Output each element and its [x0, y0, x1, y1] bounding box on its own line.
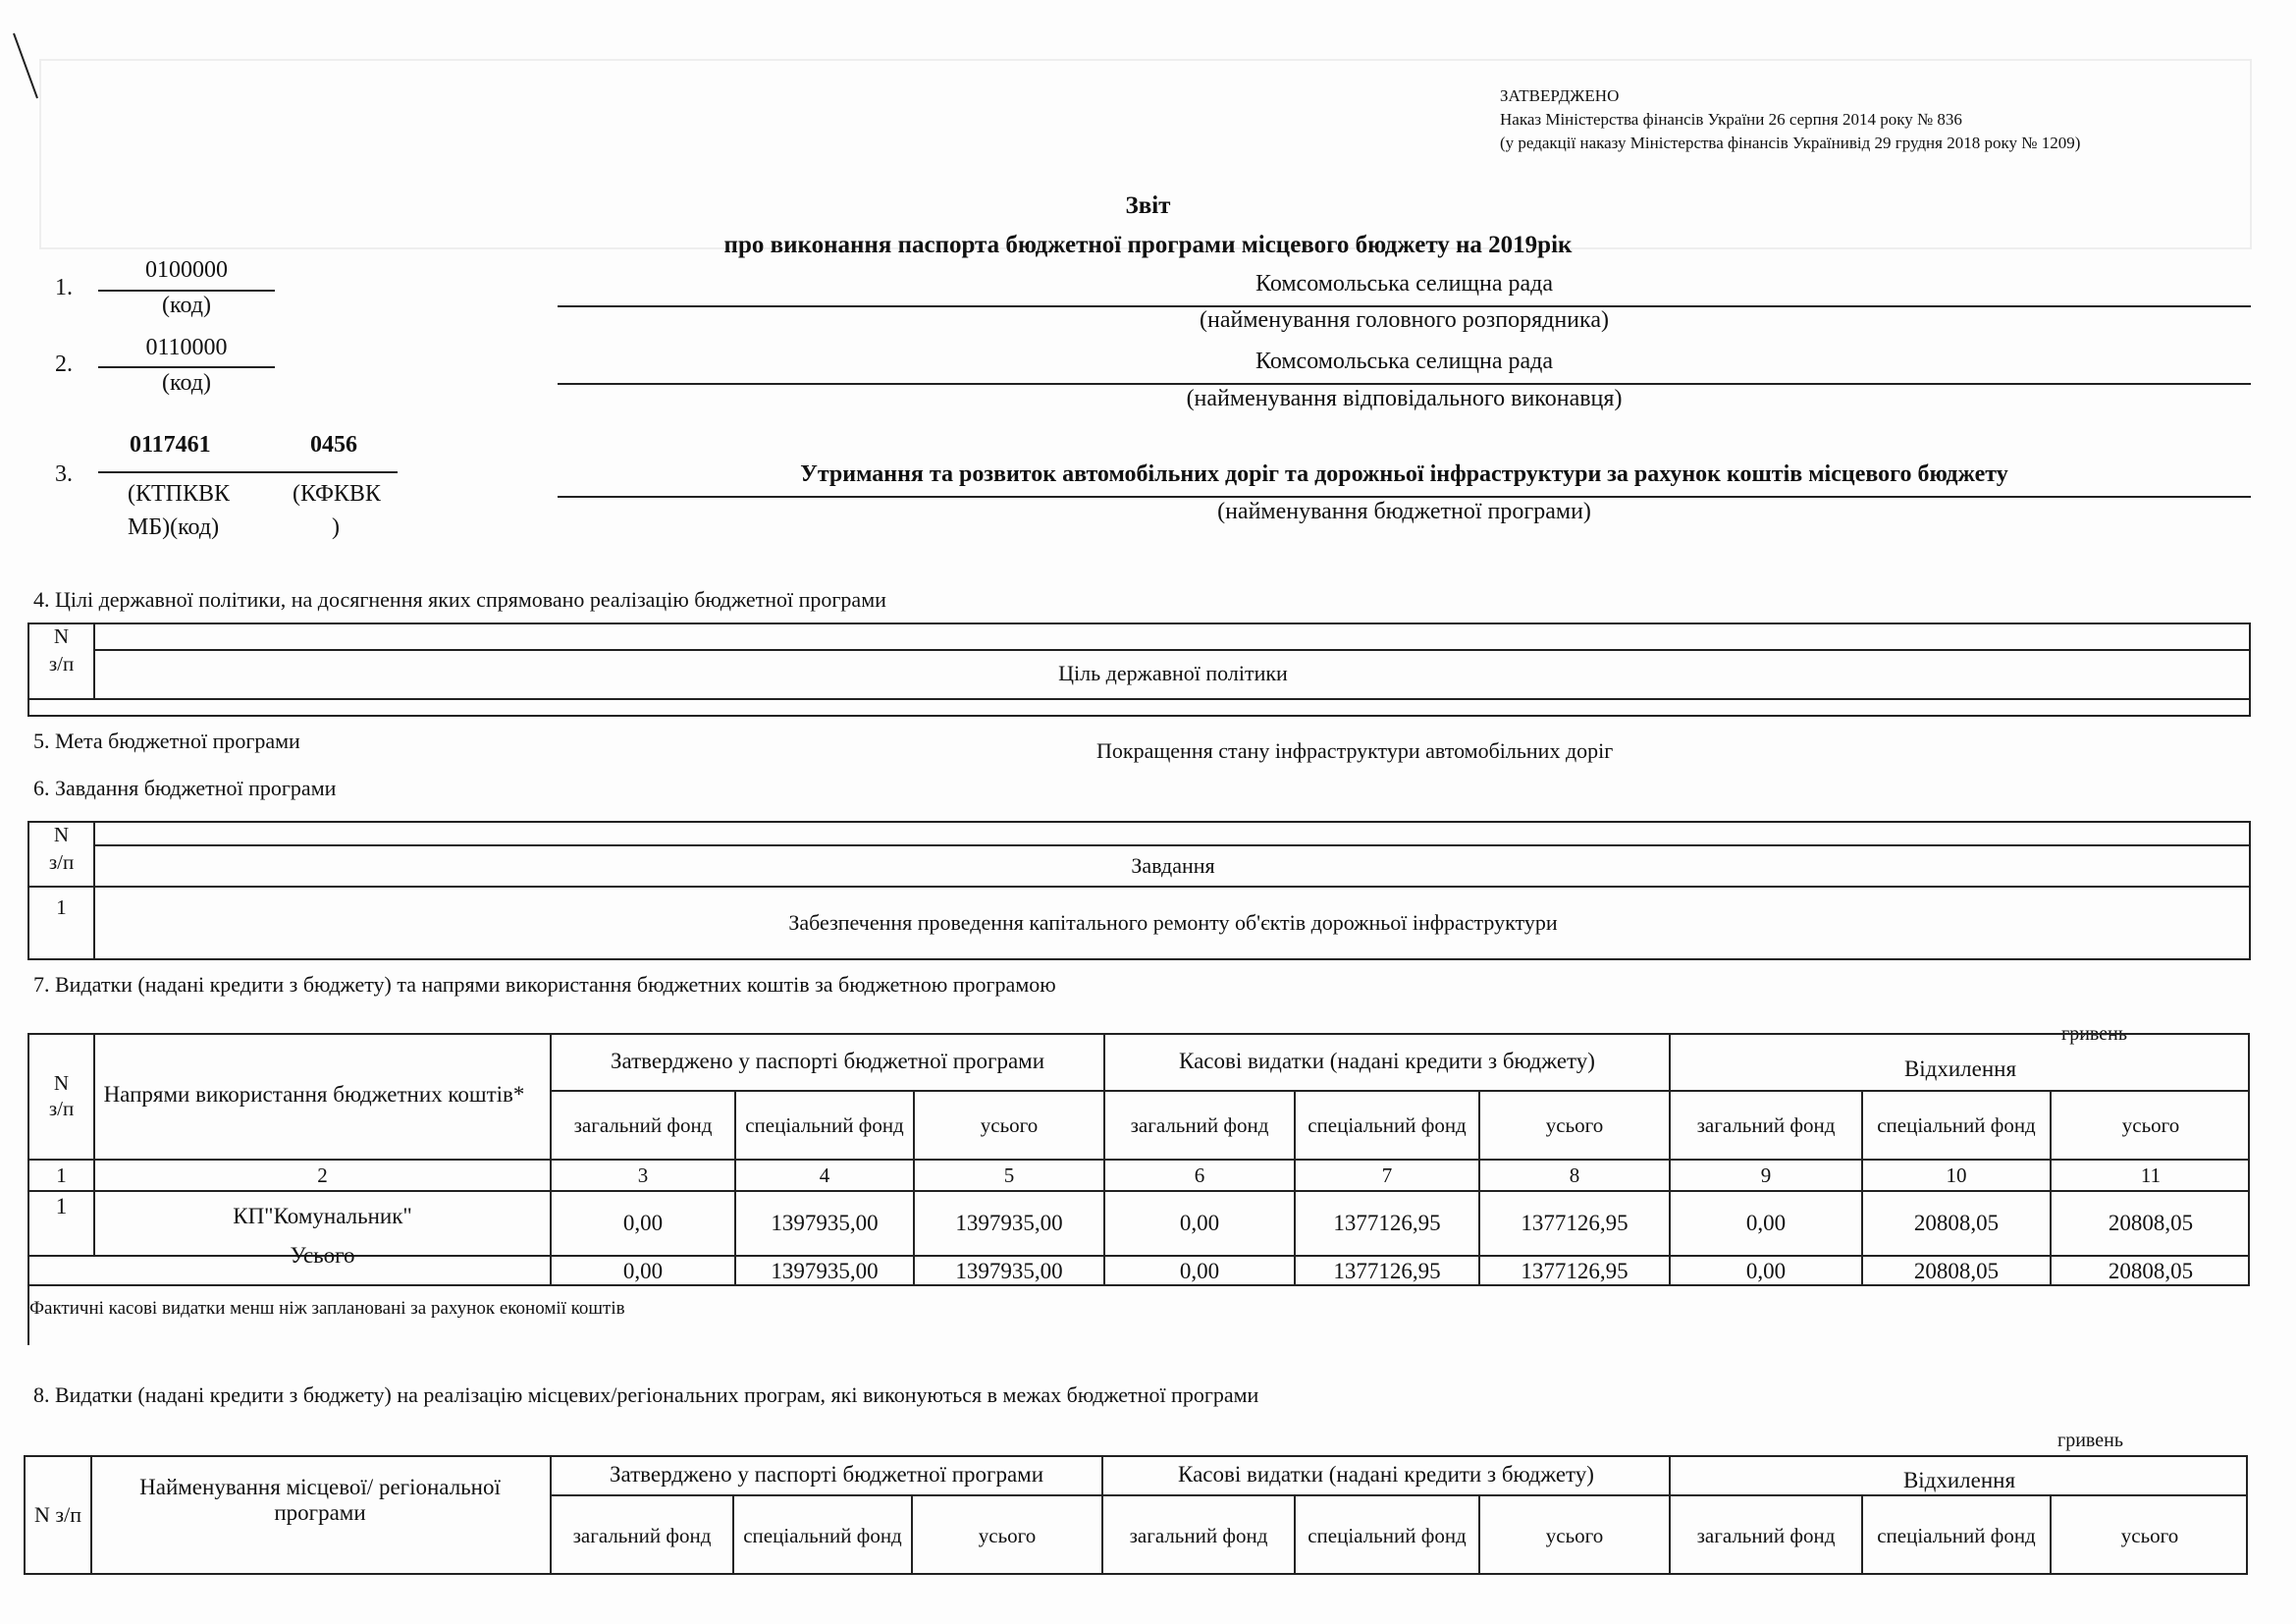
s7-colnum-10: 10 — [1946, 1164, 1967, 1187]
s7-colnum-3: 3 — [637, 1164, 649, 1187]
section8-col-name: Найменування місцевої/ регіональної програми — [139, 1475, 501, 1525]
s7-colnum-9: 9 — [1760, 1164, 1772, 1187]
row2-name: Комсомольська селищна рада — [1255, 349, 1553, 374]
s7-dev-total: усього — [2121, 1113, 2180, 1137]
s7-dev-general: загальний фонд — [1696, 1113, 1836, 1137]
approval-revision: (у редакції наказу Міністерства фінансів Українивід 29 грудня 2018 року № 1209) — [1500, 134, 2081, 152]
section7-heading: 7. Видатки (надані кредити з бюджету) та напрями використання бюджетних коштів за бюджетною програмою — [33, 972, 1056, 997]
s7-total-v7: 0,00 — [1745, 1259, 1787, 1283]
s7-row-v5: 1377126,95 — [1333, 1211, 1441, 1235]
row3-caption-ktpkvk-b: МБ)(код) — [128, 514, 220, 540]
section4-col-goal: Ціль державної політики — [1058, 661, 1288, 685]
section8-group-cash: Касові видатки (надані кредити з бюджету) — [1178, 1462, 1594, 1487]
s7-total-v3: 1397935,00 — [955, 1259, 1063, 1283]
section4-col-num-b: з/п — [48, 652, 75, 676]
row3-name-line — [558, 496, 2251, 498]
section8-heading: 8. Видатки (надані кредити з бюджету) на реалізацію місцевих/регіональних програм, які виконуються в межах бюджетної програми — [33, 1382, 1259, 1407]
s7-colnum-8: 8 — [1569, 1164, 1580, 1187]
s7-row-num: 1 — [55, 1194, 68, 1218]
s7-dev-special: спеціальний фонд — [1877, 1113, 2036, 1137]
section8-col-num: N з/п — [34, 1502, 81, 1527]
row3-code-ktpkvk: 0117461 — [130, 432, 211, 458]
s7-approved-general: загальний фонд — [573, 1113, 713, 1137]
s7-colnum-2: 2 — [317, 1164, 328, 1187]
row3-name-caption: (найменування бюджетної програми) — [1217, 499, 1591, 524]
report-subtitle: про виконання паспорта бюджетної програми місцевого бюджету на 2019рік — [723, 232, 1573, 258]
section6-heading: 6. Завдання бюджетної програми — [33, 776, 337, 800]
s8-dev-special: спеціальний фонд — [1877, 1524, 2036, 1547]
s7-colnum-1: 1 — [56, 1164, 67, 1187]
row3-code-line — [98, 471, 398, 473]
s7-total-v6: 1377126,95 — [1521, 1259, 1629, 1283]
s7-colnum-6: 6 — [1194, 1164, 1205, 1187]
s7-colnum-11: 11 — [2140, 1164, 2162, 1187]
section7-group-deviation: Відхилення — [1903, 1056, 2017, 1081]
section7-col-direction: Напрями використання бюджетних коштів* — [103, 1082, 525, 1107]
s7-colnum-4: 4 — [819, 1164, 830, 1187]
s8-approved-general: загальний фонд — [572, 1524, 712, 1547]
row3-caption-kfkvk-b: ) — [332, 514, 340, 540]
section8-group-approved: Затверджено у паспорті бюджетної програми — [609, 1462, 1044, 1487]
row2-name-line — [558, 383, 2251, 385]
s7-total-v9: 20808,05 — [2108, 1259, 2194, 1283]
section7-group-cash: Касові видатки (надані кредити з бюджету) — [1179, 1049, 1595, 1073]
row2-name-caption: (найменування відповідального виконавця) — [1186, 386, 1623, 411]
s7-total-v4: 0,00 — [1179, 1259, 1220, 1283]
row1-code-caption: (код) — [162, 293, 211, 318]
s7-row-name: КП"Комунальник" — [233, 1204, 412, 1228]
row3-code-kfkvk: 0456 — [310, 432, 357, 458]
s7-row-v2: 1397935,00 — [771, 1211, 879, 1235]
section5-goal-value: Покращення стану інфраструктури автомобільних доріг — [1096, 738, 1614, 763]
s7-colnum-7: 7 — [1381, 1164, 1393, 1187]
s7-row-v1: 0,00 — [622, 1211, 664, 1235]
section6-header-line — [27, 886, 2251, 888]
row2-code-line — [98, 366, 275, 368]
section4-col-num-a: N — [53, 624, 70, 648]
row2-number: 2. — [55, 352, 73, 377]
s8-cash-general: загальний фонд — [1129, 1524, 1268, 1547]
section5-heading: 5. Мета бюджетної програми — [33, 729, 300, 753]
row1-number: 1. — [55, 275, 73, 300]
s7-colnum-5: 5 — [1003, 1164, 1015, 1187]
section4-heading: 4. Цілі державної політики, на досягнення яких спрямовано реалізацію бюджетної програми — [33, 587, 886, 612]
section8-group-deviation: Відхилення — [1902, 1468, 2016, 1492]
row1-name-caption: (найменування головного розпорядника) — [1200, 307, 1609, 333]
s7-approved-special: спеціальний фонд — [745, 1113, 904, 1137]
row3-program-name: Утримання та розвиток автомобільних доріг та дорожньої інфраструктури за рахунок коштів місцевого бюджету — [800, 461, 2008, 487]
s7-total-v5: 1377126,95 — [1333, 1259, 1441, 1283]
section7-group-approved: Затверджено у паспорті бюджетної програми — [610, 1049, 1045, 1073]
scan-mark-icon — [8, 29, 47, 108]
report-title: Звіт — [1125, 192, 1171, 219]
s7-row-v8: 20808,05 — [1913, 1211, 2000, 1235]
row2-code: 0110000 — [145, 335, 228, 360]
section7-unit: гривень — [2061, 1023, 2127, 1045]
row3-caption-kfkvk-a: (КФКВК — [293, 481, 381, 507]
s8-cash-special: спеціальний фонд — [1308, 1524, 1467, 1547]
s8-approved-special: спеціальний фонд — [743, 1524, 902, 1547]
s7-cash-total: усього — [1545, 1113, 1604, 1137]
s7-row-v4: 0,00 — [1179, 1211, 1220, 1235]
section7-note: Фактичні касові видатки менш ніж заплановані за рахунок економії коштів — [29, 1298, 625, 1319]
row3-caption-ktpkvk-a: (КТПКВК — [128, 481, 231, 507]
s7-total-v8: 20808,05 — [1913, 1259, 2000, 1283]
s8-dev-total: усього — [2120, 1524, 2179, 1547]
row1-name: Комсомольська селищна рада — [1255, 271, 1553, 297]
s7-cash-special: спеціальний фонд — [1308, 1113, 1467, 1137]
s7-total-label: Усього — [290, 1243, 355, 1268]
s8-approved-total: усього — [978, 1524, 1037, 1547]
row1-code: 0100000 — [145, 257, 228, 283]
s8-dev-general: загальний фонд — [1696, 1524, 1836, 1547]
section7-col-num-b: з/п — [48, 1097, 75, 1120]
s7-total-v1: 0,00 — [622, 1259, 664, 1283]
s7-row-v3: 1397935,00 — [955, 1211, 1063, 1235]
s7-cash-general: загальний фонд — [1130, 1113, 1269, 1137]
approval-block — [1500, 84, 2080, 155]
s7-row-v7: 0,00 — [1745, 1211, 1787, 1235]
section6-row-task: Забезпечення проведення капітального ремонту об'єктів дорожньої інфраструктури — [788, 910, 1558, 935]
s7-total-v2: 1397935,00 — [771, 1259, 879, 1283]
section6-col-task: Завдання — [1131, 853, 1215, 878]
section7-col-num-a: N — [53, 1071, 70, 1095]
approval-order: Наказ Міністерства фінансів України 26 серпня 2014 року № 836 — [1500, 110, 1962, 129]
approval-label: ЗАТВЕРДЖЕНО — [1500, 86, 1620, 105]
row2-code-caption: (код) — [162, 370, 211, 396]
section8-unit: гривень — [2057, 1430, 2123, 1451]
row1-code-line — [98, 290, 275, 292]
row3-number: 3. — [55, 461, 73, 487]
s7-row-v6: 1377126,95 — [1521, 1211, 1629, 1235]
section6-col-num-b: з/п — [48, 850, 75, 874]
section4-row-divider — [27, 698, 2251, 700]
s8-cash-total: усього — [1545, 1524, 1604, 1547]
section6-row-num: 1 — [56, 895, 67, 919]
s7-row-v9: 20808,05 — [2108, 1211, 2194, 1235]
section6-col-num-a: N — [53, 823, 70, 846]
s7-approved-total: усього — [980, 1113, 1039, 1137]
